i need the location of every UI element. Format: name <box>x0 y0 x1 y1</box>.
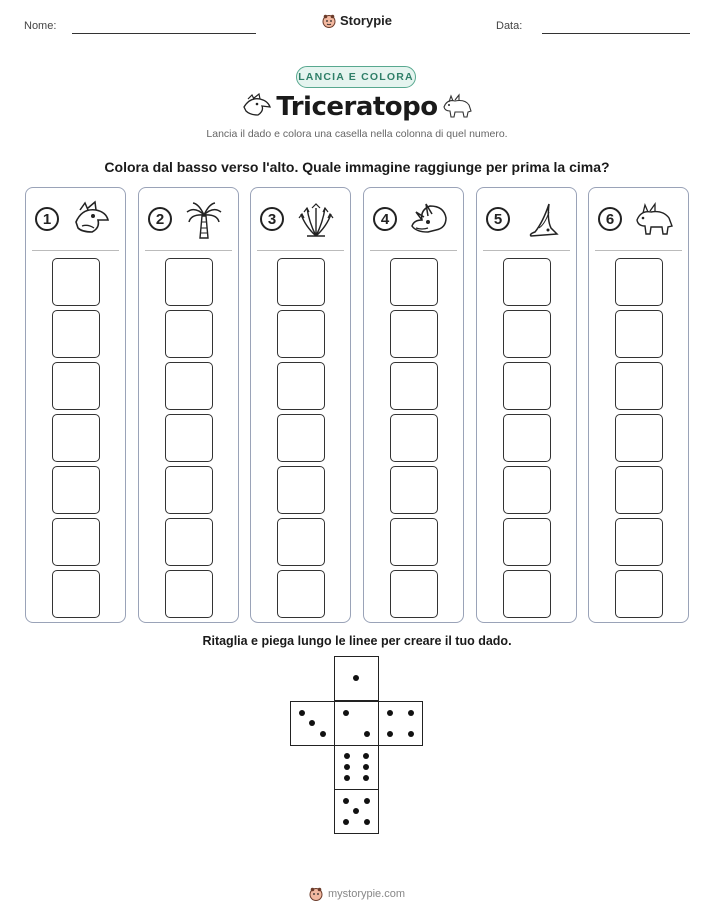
race-column-2 <box>138 187 239 623</box>
race-column-3 <box>250 187 351 623</box>
race-cell[interactable] <box>165 310 213 358</box>
dice-face-1 <box>334 656 379 701</box>
dice-pip <box>363 753 369 759</box>
race-cell[interactable] <box>503 466 551 514</box>
dice-face-3 <box>290 701 335 746</box>
race-cell[interactable] <box>277 518 325 566</box>
column-divider <box>483 250 570 251</box>
race-column-4 <box>363 187 464 623</box>
race-cell[interactable] <box>390 414 438 462</box>
date-label: Data: <box>496 20 523 32</box>
footer-url[interactable]: mystorypie.com <box>327 888 406 900</box>
column-number: 3 <box>260 207 284 231</box>
dice-face-4 <box>378 701 423 746</box>
race-cell[interactable] <box>277 258 325 306</box>
race-cell[interactable] <box>615 362 663 410</box>
race-cell[interactable] <box>277 570 325 618</box>
race-cell[interactable] <box>390 518 438 566</box>
dice-pip <box>408 731 414 737</box>
brand-name: Storypie <box>339 13 392 28</box>
race-cell[interactable] <box>165 362 213 410</box>
race-cell[interactable] <box>503 518 551 566</box>
dice-pip <box>343 710 349 716</box>
triceratops-head-icon <box>408 200 450 240</box>
subtitle: Lancia il dado e colora una casella nella colonna di quel numero. <box>206 128 508 140</box>
dice-pip <box>364 819 370 825</box>
race-cell[interactable] <box>165 570 213 618</box>
race-cell[interactable] <box>615 258 663 306</box>
race-cell[interactable] <box>52 258 100 306</box>
dice-pip <box>353 675 359 681</box>
race-cell[interactable] <box>615 570 663 618</box>
race-cell[interactable] <box>277 414 325 462</box>
dice-pip <box>343 798 349 804</box>
column-number: 6 <box>598 207 622 231</box>
fern-bush-icon <box>295 200 337 240</box>
column-divider <box>595 250 682 251</box>
race-cell[interactable] <box>52 570 100 618</box>
race-cell[interactable] <box>165 466 213 514</box>
palm-tree-icon <box>183 200 225 240</box>
dice-face-5 <box>334 789 379 834</box>
dice-pip <box>364 731 370 737</box>
dice-pip <box>353 808 359 814</box>
dice-pip <box>299 710 305 716</box>
race-column-1 <box>25 187 126 623</box>
race-column-6 <box>588 187 689 623</box>
footer <box>0 887 714 901</box>
race-column-5 <box>476 187 577 623</box>
dice-face-2 <box>334 701 379 746</box>
name-label: Nome: <box>24 20 57 32</box>
page-title: Triceratopo <box>276 92 438 122</box>
dice-pip <box>363 764 369 770</box>
race-cell[interactable] <box>52 362 100 410</box>
race-cell[interactable] <box>615 414 663 462</box>
race-cell[interactable] <box>503 362 551 410</box>
race-cell[interactable] <box>503 258 551 306</box>
race-cell[interactable] <box>52 310 100 358</box>
race-cell[interactable] <box>52 518 100 566</box>
column-divider <box>257 250 344 251</box>
race-cell[interactable] <box>277 362 325 410</box>
race-cell[interactable] <box>390 570 438 618</box>
column-number: 4 <box>373 207 397 231</box>
race-cell[interactable] <box>615 310 663 358</box>
dice-pip <box>364 798 370 804</box>
column-number: 5 <box>486 207 510 231</box>
dice-pip <box>309 720 315 726</box>
race-cell[interactable] <box>503 570 551 618</box>
race-cell[interactable] <box>390 362 438 410</box>
race-instruction: Colora dal basso verso l'alto. Quale immagine raggiunge per prima la cima? <box>104 159 610 175</box>
bird-head-icon <box>70 200 112 240</box>
column-divider <box>32 250 119 251</box>
dice-face-6 <box>334 745 379 790</box>
pie-mascot-icon <box>322 14 336 28</box>
race-cell[interactable] <box>390 258 438 306</box>
horn-icon <box>521 200 563 240</box>
race-cell[interactable] <box>277 466 325 514</box>
race-cell[interactable] <box>615 518 663 566</box>
dice-pip <box>408 710 414 716</box>
triceratops-icon <box>441 93 475 119</box>
dice-instruction: Ritaglia e piega lungo le linee per creare il tuo dado. <box>202 634 512 648</box>
race-cell[interactable] <box>165 518 213 566</box>
race-cell[interactable] <box>503 310 551 358</box>
column-number: 2 <box>148 207 172 231</box>
dice-pip <box>344 775 350 781</box>
race-cell[interactable] <box>52 466 100 514</box>
race-cell[interactable] <box>503 414 551 462</box>
dice-pip <box>387 710 393 716</box>
pie-mascot-icon <box>309 887 323 901</box>
column-divider <box>145 250 232 251</box>
dice-pip <box>320 731 326 737</box>
race-cell[interactable] <box>165 414 213 462</box>
name-line[interactable] <box>72 33 256 34</box>
race-cell[interactable] <box>52 414 100 462</box>
activity-badge: LANCIA E COLORA <box>296 66 416 88</box>
dice-pip <box>387 731 393 737</box>
dice-pip <box>344 753 350 759</box>
race-cell[interactable] <box>390 310 438 358</box>
dice-pip <box>363 775 369 781</box>
column-divider <box>370 250 457 251</box>
race-cell[interactable] <box>277 310 325 358</box>
race-cell[interactable] <box>390 466 438 514</box>
column-number: 1 <box>35 207 59 231</box>
dice-pip <box>344 764 350 770</box>
race-cell[interactable] <box>615 466 663 514</box>
race-cell[interactable] <box>165 258 213 306</box>
brand-logo <box>0 13 714 28</box>
date-line[interactable] <box>542 33 690 34</box>
dice-pip <box>343 819 349 825</box>
triceratops-icon <box>633 200 675 240</box>
